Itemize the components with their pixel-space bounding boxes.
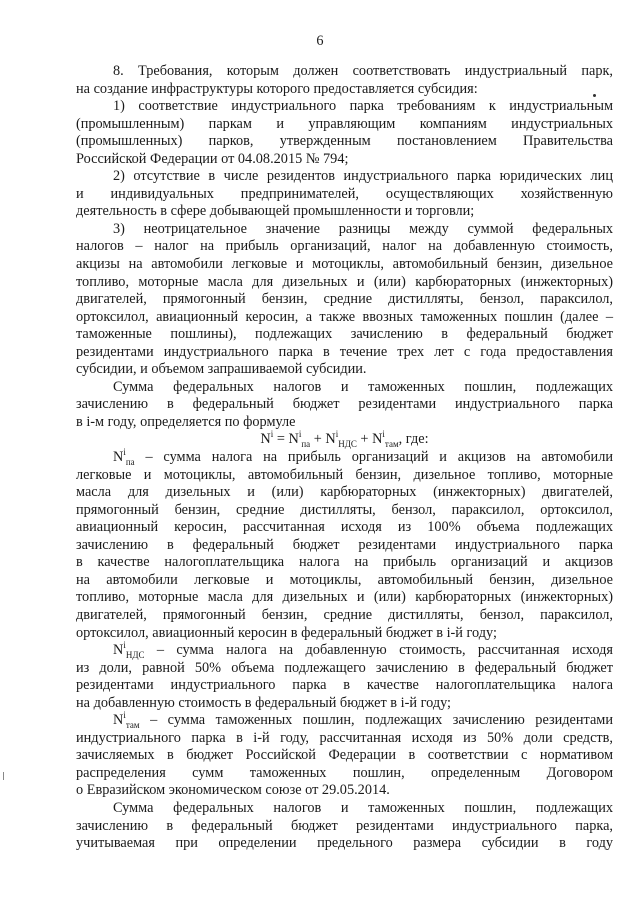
text-line: Российской Федерации от 04.08.2015 № 794; — [76, 150, 349, 167]
text-line: авиационный керосин, рассчитанная исходя из 100% объема подлежащих — [76, 519, 613, 536]
formula: $N^i = N^i_{па} + N^i_{НДС} + N^i_{там}$, где: — [260, 429, 429, 450]
list-item-2 — [76, 168, 613, 221]
text-line: и индивидуальных предпринимателей, осуществляющих хозяйственную — [76, 185, 613, 202]
text-line: двигателей, прямогонный бензин, средние дистилляты, бензол, параксилол, — [76, 606, 613, 623]
text-line: 8. Требования, которым должен соответствовать индустриальный парк, — [113, 63, 613, 79]
list-item-3 — [76, 221, 613, 379]
text-line: зачислению в федеральный бюджет резидентами индустриального парка, — [76, 817, 613, 834]
text-line: Сумма федеральных налогов и таможенных пошлин, подлежащих — [113, 378, 613, 395]
list-item-1 — [76, 98, 613, 168]
text-line: $N^i_{па}$ – сумма налога на прибыль организаций и акцизов на автомобили — [113, 447, 613, 467]
definition-n-nds — [76, 642, 613, 712]
text-line: $N^i_{там}$ – сумма таможенных пошлин, подлежащих зачислению резидентами — [113, 710, 613, 731]
text-line: двигателей, прямогонный бензин, средние дистилляты, бензол, параксилол, — [76, 291, 613, 308]
text-line: деятельность в сфере добывающей промышленности и торговли; — [76, 203, 475, 220]
text-line: из доли, равной 50% объема подлежащего зачислению в федеральный бюджет — [76, 659, 613, 676]
text-line: таможенные пошлины), подлежащих зачислению в федеральный бюджет — [76, 326, 613, 343]
text-line: на автомобили легковые и мотоциклы, автомобильный бензин, дизельное — [76, 571, 613, 588]
text-line: масла для дизельных и (или) карбюраторных (инжекторных) двигателей, — [76, 484, 613, 501]
text-line: налогов – налог на прибыль организаций, налог на добавленную стоимость, — [76, 238, 613, 255]
text-line: индустриального парка в i-й году, рассчитанная исходя из 50% доли средств, — [76, 729, 613, 746]
text-line: распределения сумм таможенных пошлин, определенным Договором — [76, 764, 613, 781]
text-line: зачислению в федеральный бюджет резидентами индустриального парка — [76, 396, 613, 413]
text-line: 3) неотрицательное значение разницы между суммой федеральных — [113, 220, 613, 237]
text-line: резидентами индустриального парка в течение трех лет с года предоставления — [76, 343, 613, 360]
text-line: 1) соответствие индустриального парка требованиям к индустриальным — [113, 98, 613, 115]
text-line: (промышленным) паркам и управляющим компаниям индустриальных — [76, 115, 613, 132]
text-line: топливо, моторные масла для дизельных и (или) карбюраторных (инжекторных) — [76, 589, 613, 606]
text-line: резидентами индустриального парка в качестве налогоплательщика налога — [76, 677, 613, 694]
text-line: на создание инфраструктуры которого предоставляется субсидия: — [76, 80, 478, 97]
text-line: прямогонный бензин, средние дистилляты, бензол, параксилол, ортоксилол, — [76, 501, 613, 518]
text-line: учитываемая при определении предельного размера субсидии в году — [76, 835, 613, 852]
document-body — [76, 63, 613, 853]
paragraph-requirements — [76, 63, 613, 98]
text-line: зачислению в федеральный бюджет резидентами индустриального парка — [76, 536, 613, 553]
text-line: 2) отсутствие в числе резидентов индустриального парка юридических лиц — [113, 168, 613, 185]
text-line: Сумма федеральных налогов и таможенных пошлин, подлежащих — [113, 799, 613, 816]
text-line: ортоксилол, авиационный керосин, а также ввозных таможенных пошлин (далее – — [76, 308, 613, 325]
text-line: (промышленных) парков, утвержденным постановлением Правительства — [76, 133, 613, 150]
text-line: в качестве налогоплательщика налога на прибыль организаций и акцизов — [76, 554, 613, 571]
paragraph-sum-definition — [76, 379, 613, 432]
definition-n-pa — [76, 449, 613, 642]
definition-n-tam — [76, 712, 613, 800]
text-line: легковые и мотоциклы, автомобильный бензин, дизельное топливо, моторные — [76, 466, 613, 483]
text-line: на добавленную стоимость в федеральный бюджет в i-й году; — [76, 694, 452, 711]
page-number: 6 — [316, 33, 324, 49]
paragraph-sum-limit — [76, 800, 613, 853]
text-line: топливо, моторные масла для дизельных и (или) карбюраторных (инжекторных) — [76, 273, 613, 290]
text-line: зачисляемых в бюджет Российской Федерации в соответствии с нормативом — [76, 747, 613, 764]
text-line: о Евразийском экономическом союзе от 29.05.2014. — [76, 782, 390, 799]
text-line: в i-м году, определяется по формуле — [76, 413, 296, 430]
text-line: акцизы на автомобили легковые и мотоциклы, автомобильный бензин, дизельное — [76, 256, 613, 273]
scan-edge-mark — [3, 772, 4, 780]
text-line: ортоксилол, авиационный керосин в федеральный бюджет в i-й году; — [76, 624, 497, 641]
text-line: субсидии, и объемом запрашиваемой субсидии. — [76, 361, 367, 378]
text-line: $N^i_{НДС}$ – сумма налога на добавленную стоимость, рассчитанная исходя — [113, 640, 613, 660]
